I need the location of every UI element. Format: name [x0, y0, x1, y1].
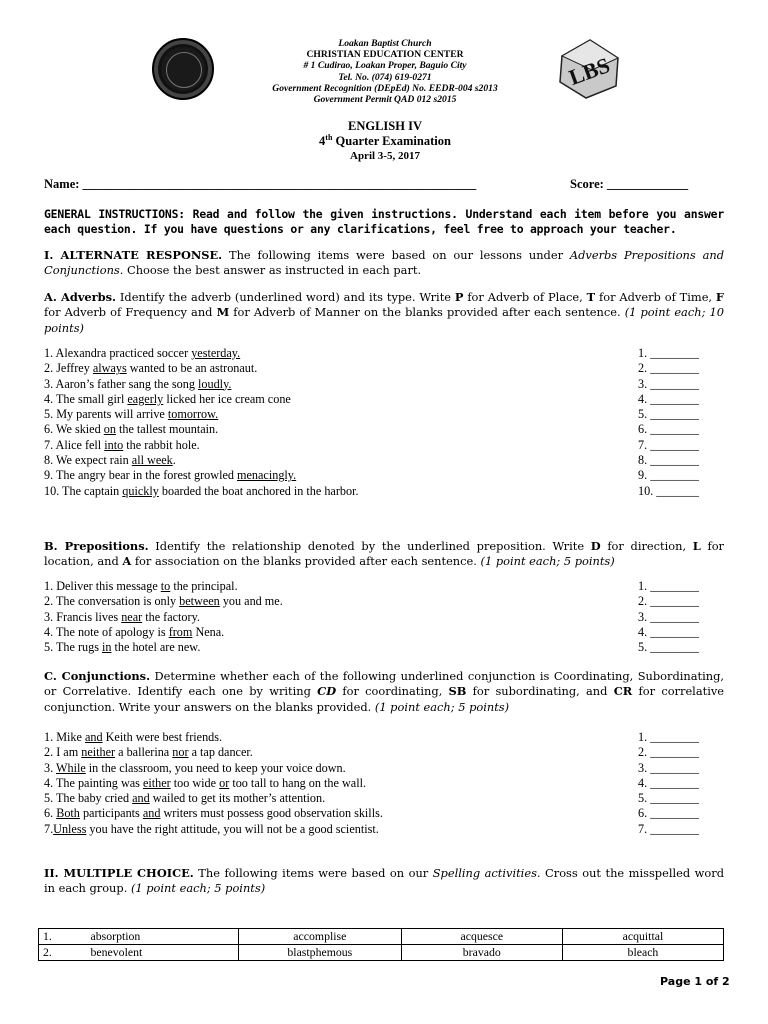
list-item: 3. Francis lives near the factory. 3. ________: [44, 609, 699, 624]
score-field: [570, 177, 688, 192]
answer-blank[interactable]: 7. ________: [638, 437, 699, 452]
part-b-instructions: B. Prepositions. Identify the relationship denoted by the underlined preposition. Write D for direction, L for location, and A for association on the blanks provided after each sentence. (1 point each; 5 points): [44, 539, 725, 569]
name-blank[interactable]: _______________________________________________________________: [82, 177, 477, 191]
answer-blank[interactable]: 4. ________: [638, 391, 699, 406]
list-item: 4. The small girl eagerly licked her ice cream cone 4. ________: [44, 391, 699, 406]
list-item: 2. Jeffrey always wanted to be an astronaut. 2. ________: [44, 361, 699, 376]
subject-title: ENGLISH IV: [348, 119, 422, 133]
lbs-logo: [556, 36, 622, 102]
table-row: 2. benevolent blastphemous bravado bleach: [39, 945, 724, 961]
answer-blank[interactable]: 2. ________: [638, 361, 699, 376]
part-a-instructions: A. Adverbs. Identify the adverb (underlined word) and its type. Write P for Adverb of Place, T for Adverb of Time, F for Adverb of Frequency and M for Adverb of Manner on the blanks provided after each sentence. (1 point each; 10 points): [44, 290, 725, 335]
center-name: CHRISTIAN EDUCATION CENTER: [306, 49, 464, 61]
list-item: 3. While in the classroom, you need to keep your voice down. 3. ________: [44, 760, 699, 775]
answer-blank[interactable]: 3. ________: [638, 760, 699, 775]
answer-blank[interactable]: 7. ________: [638, 821, 699, 836]
list-item: 9. The angry bear in the forest growled menacingly. 9. ________: [44, 468, 699, 483]
word-option[interactable]: blastphemous: [239, 945, 402, 961]
school-seal-logo: [152, 38, 214, 100]
list-item: 4. The painting was either too wide or too tall to hang on the wall. 4. ________: [44, 775, 699, 790]
answer-blank[interactable]: 5. ________: [638, 407, 699, 422]
list-item: 5. The rugs in the hotel are new. 5. ________: [44, 640, 699, 655]
answer-blank[interactable]: 3. ________: [638, 609, 699, 624]
spelling-table: [38, 928, 724, 961]
word-option[interactable]: bravado: [401, 945, 562, 961]
word-option[interactable]: bleach: [562, 945, 723, 961]
part1-instructions: I. ALTERNATE RESPONSE. The following items were based on our lessons under Adverbs Prepositions and Conjunctions. Choose the best answer as instructed in each part.: [44, 248, 725, 278]
list-item: 2. I am neither a ballerina nor a tap dancer. 2. ________: [44, 745, 699, 760]
list-item: 10. The captain quickly boarded the boat anchored in the harbor. 10. _______: [44, 483, 699, 498]
answer-blank[interactable]: 6. ________: [638, 806, 699, 821]
exam-date: April 3-5, 2017: [350, 150, 420, 162]
part-a-items: [44, 346, 724, 499]
part-b-heading: B. Prepositions.: [44, 539, 149, 553]
answer-blank[interactable]: 9. ________: [638, 468, 699, 483]
answer-blank[interactable]: 4. ________: [638, 624, 699, 639]
answer-blank[interactable]: 5. ________: [638, 791, 699, 806]
part-c-items: [44, 730, 724, 837]
list-item: 2. The conversation is only between you and me. 2. ________: [44, 594, 699, 609]
list-item: 1. Deliver this message to the principal. 1. ________: [44, 579, 699, 593]
word-option[interactable]: accomplise: [239, 929, 402, 945]
part-b-items: [44, 579, 724, 655]
part1-heading: I. ALTERNATE RESPONSE.: [44, 248, 223, 262]
name-label: Name:: [44, 177, 83, 191]
answer-blank[interactable]: 10. _______: [638, 483, 699, 498]
list-item: 3. Aaron’s father sang the song loudly. 3. ________: [44, 376, 699, 391]
name-score-row: [44, 177, 724, 192]
answer-blank[interactable]: 1. ________: [638, 730, 699, 744]
list-item: 7.Unless you have the right attitude, you will not be a good scientist. 7. ________: [44, 821, 699, 836]
part-a-heading: A. Adverbs.: [44, 290, 117, 304]
church-name: Loakan Baptist Church: [338, 38, 432, 49]
answer-blank[interactable]: 1. ________: [638, 579, 699, 593]
answer-blank[interactable]: 3. ________: [638, 376, 699, 391]
part2-instructions: II. MULTIPLE CHOICE. The following items were based on our Spelling activities. Cross out the misspelled word in each group. (1 point each; 5 points): [44, 866, 724, 896]
answer-blank[interactable]: 8. ________: [638, 453, 699, 468]
answer-blank[interactable]: 4. ________: [638, 775, 699, 790]
list-item: 6. Both participants and writers must possess good observation skills. 6. ________: [44, 806, 699, 821]
gov-recognition: Government Recognition (DEpEd) No. EEDR-004 s2013: [272, 82, 498, 94]
answer-blank[interactable]: 6. ________: [638, 422, 699, 437]
list-item: 1. Alexandra practiced soccer yesterday. 1. ________: [44, 346, 699, 360]
table-row: 1. absorption accomplise acquesce acquittal: [39, 929, 724, 945]
quarter-title: 4th Quarter Examination: [319, 132, 451, 148]
answer-blank[interactable]: 2. ________: [638, 745, 699, 760]
word-option[interactable]: benevolent: [63, 945, 239, 961]
score-label: Score:: [570, 177, 607, 191]
lbs-logo-text: LBS: [565, 52, 614, 90]
exam-title: [200, 119, 570, 164]
list-item: 4. The note of apology is from Nena. 4. ________: [44, 624, 699, 639]
list-item: 5. My parents will arrive tomorrow. 5. ________: [44, 407, 699, 422]
general-instructions: GENERAL INSTRUCTIONS: Read and follow the given instructions. Understand each item before you answer each question. If you have questions or any clarifications, feel free to approach your teacher.: [44, 207, 724, 237]
word-option[interactable]: acquesce: [401, 929, 562, 945]
word-option[interactable]: absorption: [63, 929, 239, 945]
word-option[interactable]: acquittal: [562, 929, 723, 945]
answer-blank[interactable]: 1. ________: [638, 346, 699, 360]
list-item: 6. We skied on the tallest mountain. 6. ________: [44, 422, 699, 437]
answer-blank[interactable]: 2. ________: [638, 594, 699, 609]
part-c-heading: C. Conjunctions.: [44, 669, 151, 683]
list-item: 1. Mike and Keith were best friends. 1. ________: [44, 730, 699, 744]
part2-heading: II. MULTIPLE CHOICE.: [44, 866, 194, 880]
part-c-instructions: C. Conjunctions. Determine whether each of the following underlined conjunction is Coordinating, Subordinating, or Correlative. Identify each one by writing CD for coordinating, SB for subordinating, and CR for correlative conjunction. Write your answers on the blanks provided. (1 point each; 5 points): [44, 669, 725, 714]
list-item: 7. Alice fell into the rabbit hole. 7. ________: [44, 437, 699, 452]
answer-blank[interactable]: 5. ________: [638, 640, 699, 655]
gov-permit: Government Permit QAD 012 s2015: [313, 94, 457, 106]
school-header: [220, 38, 550, 105]
list-item: 5. The baby cried and wailed to get its mother’s attention. 5. ________: [44, 791, 699, 806]
score-blank[interactable]: _____________: [606, 177, 689, 191]
page-number: Page 1 of 2: [660, 975, 730, 988]
school-address: # 1 Cudirao, Loakan Proper, Baguio City: [303, 60, 467, 72]
list-item: 8. We expect rain all week. 8. ________: [44, 453, 699, 468]
school-phone: Tel. No. (074) 619-0271: [338, 71, 432, 83]
